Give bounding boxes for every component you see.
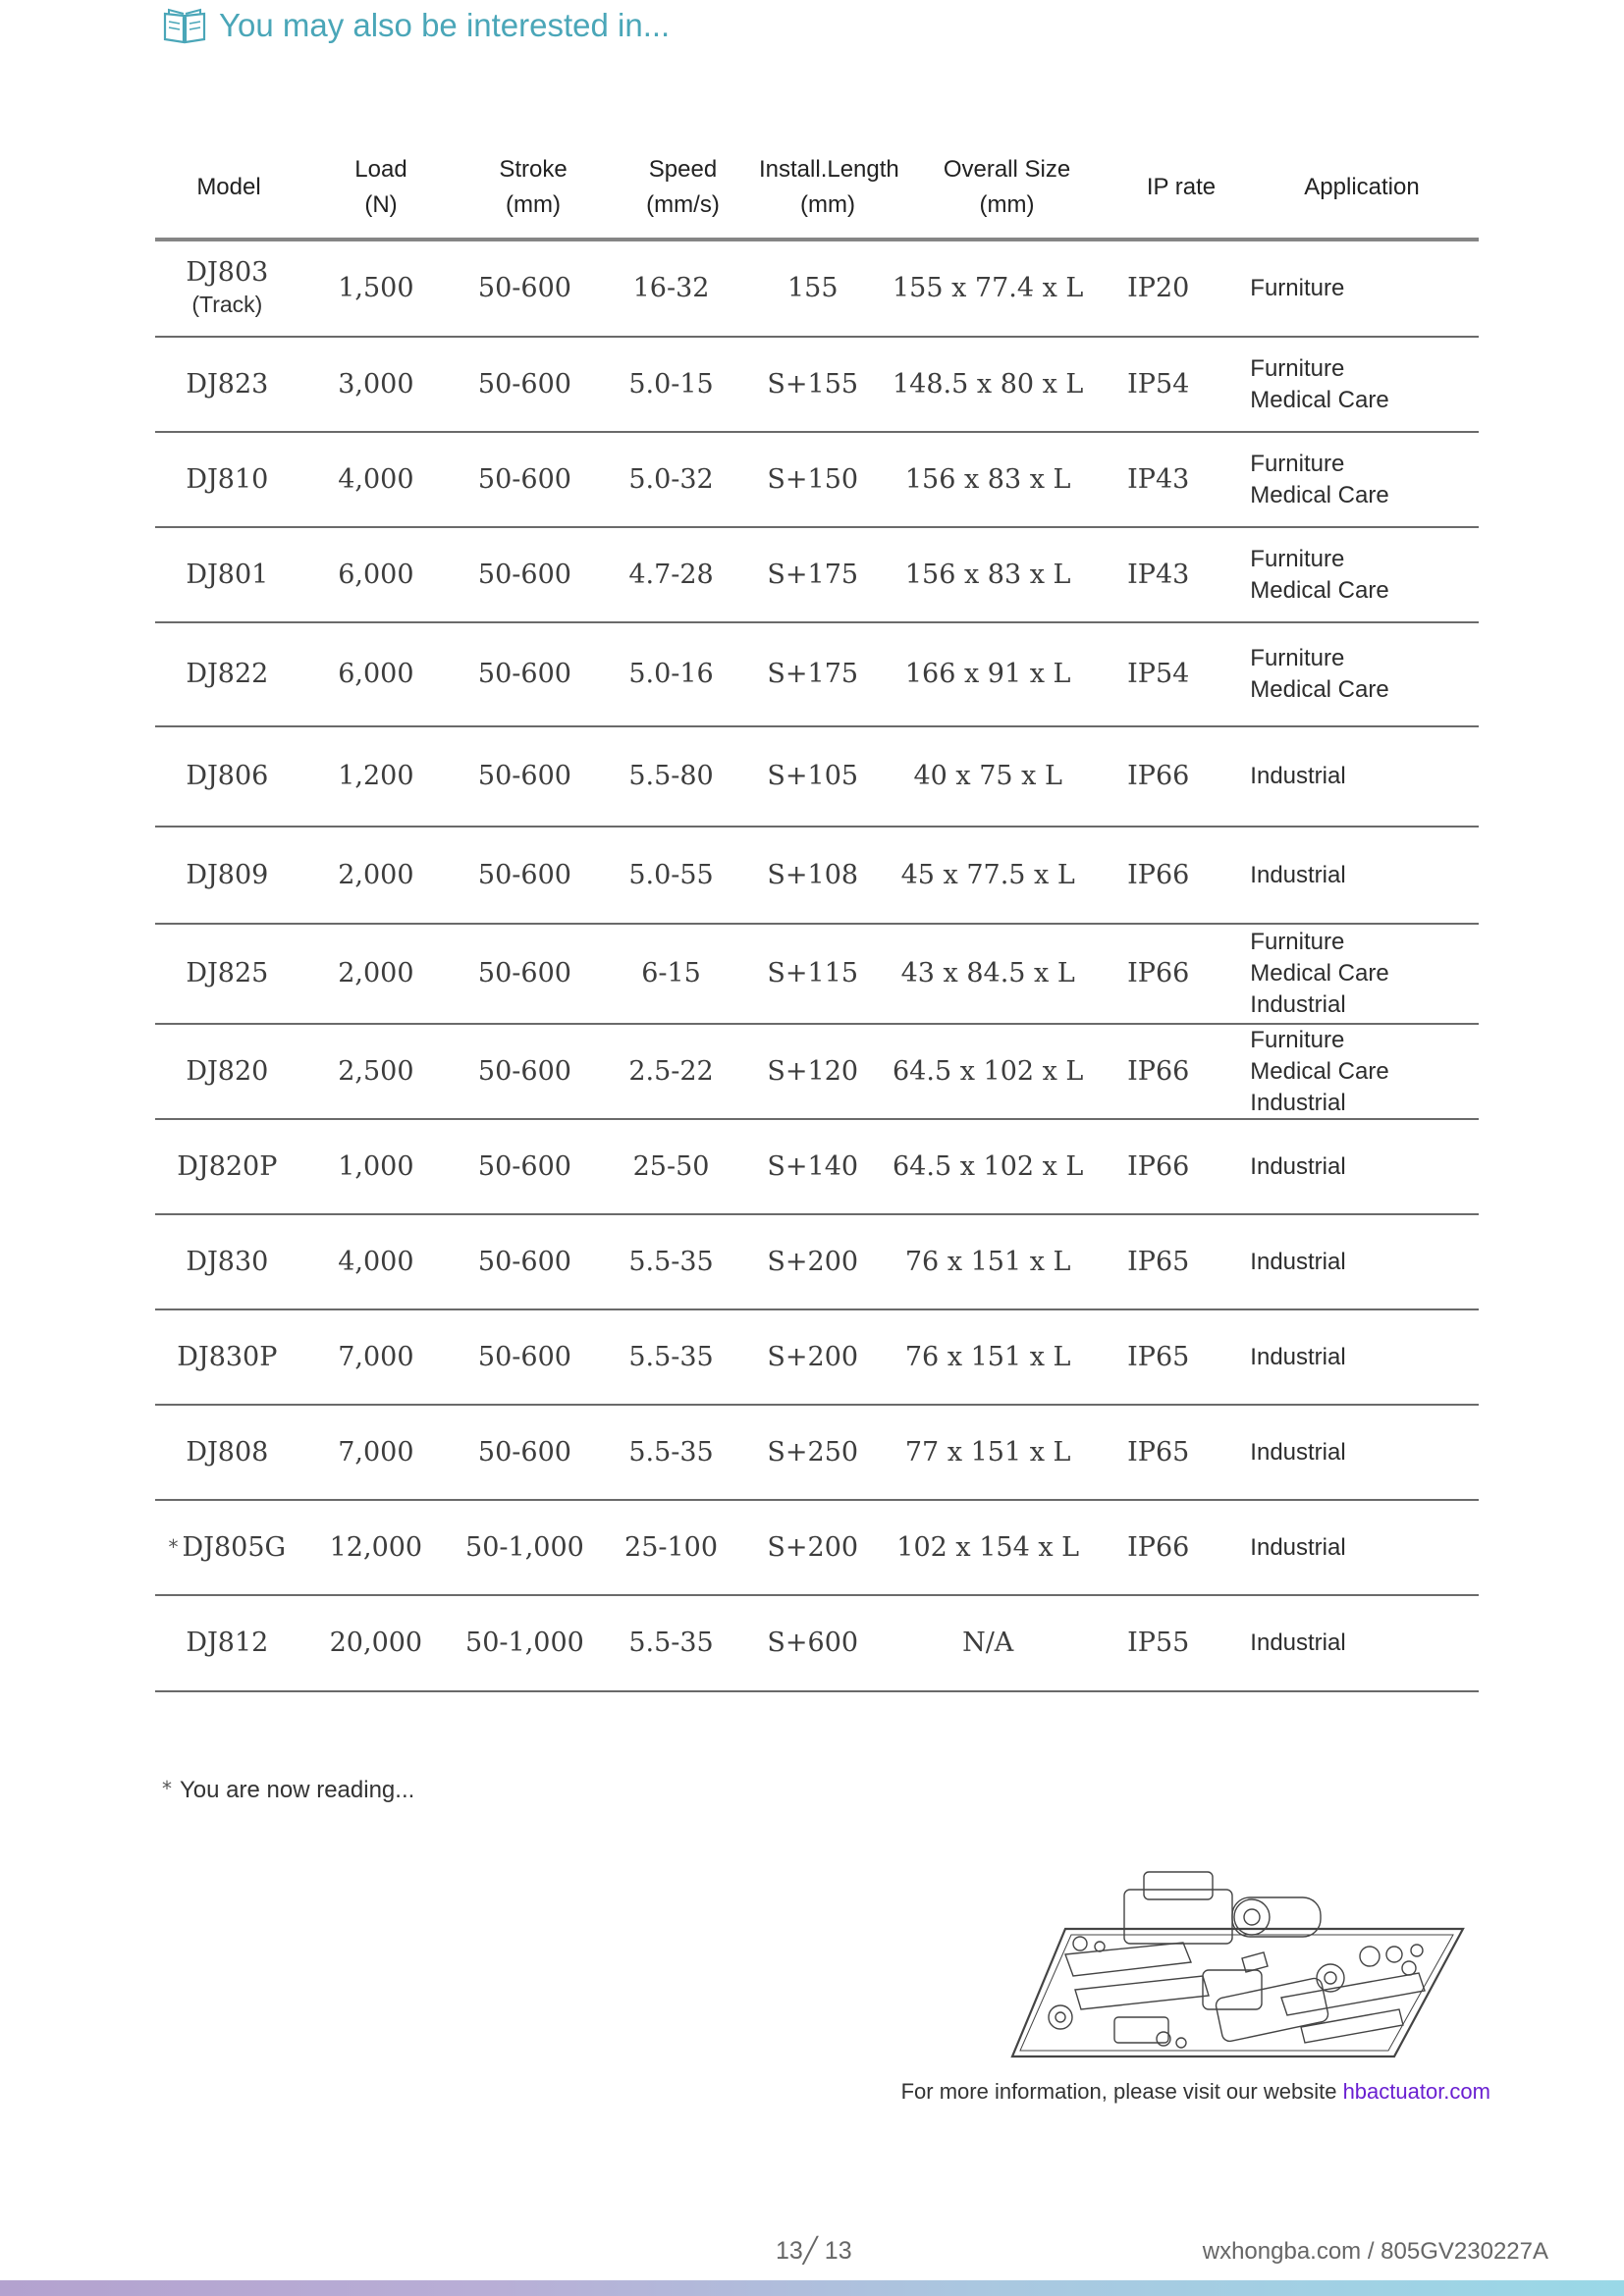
model-name: DJ823 [186, 368, 269, 400]
application-item: Industrial [1250, 1533, 1346, 1561]
cell-load: 2,000 [338, 859, 414, 890]
cell-speed: 6-15 [641, 958, 701, 988]
cell-application [1220, 1532, 1479, 1564]
cell-speed: 2.5-22 [628, 1055, 714, 1087]
model-name: DJ812 [186, 1628, 269, 1658]
current-model-star: * [168, 1535, 179, 1559]
application-item: Medical Care [1250, 576, 1389, 604]
cell-stroke: 50-600 [477, 958, 571, 988]
application-item: Furniture [1250, 1026, 1345, 1053]
header-model: Model [196, 174, 261, 200]
cell-stroke: 50-1,000 [465, 1628, 584, 1658]
cell-load: 7,000 [338, 1341, 414, 1372]
page-number: 13╱ 13 [776, 2237, 852, 2265]
bottom-gradient-bar [0, 2280, 1624, 2296]
application-item: Furniture [1250, 354, 1345, 382]
cell-model [155, 257, 299, 320]
cell-overall-size: 64.5 x 102 x L [893, 1055, 1084, 1087]
cell-ip-rate: IP66 [1127, 1055, 1190, 1087]
cell-overall-size: 45 x 77.5 x L [900, 859, 1075, 890]
cell-overall-size: 156 x 83 x L [904, 559, 1071, 590]
cell-stroke: 50-600 [477, 273, 571, 303]
cell-speed: 5.5-35 [628, 1341, 714, 1372]
cell-overall-size: 166 x 91 x L [904, 659, 1071, 689]
cell-speed: 5.0-32 [628, 463, 714, 495]
cell-ip-rate: IP65 [1127, 1436, 1190, 1468]
cell-install-length: S+140 [767, 1150, 859, 1182]
cell-stroke: 50-600 [477, 659, 571, 689]
cell-ip-rate: IP43 [1127, 463, 1190, 495]
application-item: Industrial [1250, 991, 1346, 1018]
table-row [155, 925, 1479, 1025]
cell-stroke: 50-600 [477, 368, 571, 400]
cell-model [155, 958, 299, 989]
table-row [155, 1310, 1479, 1406]
cell-load: 2,000 [338, 958, 414, 988]
cell-speed: 4.7-28 [628, 559, 714, 590]
cell-install-length: S+155 [767, 368, 859, 400]
model-name: DJ808 [186, 1436, 269, 1468]
cell-stroke: 50-600 [477, 1150, 571, 1182]
table-body [155, 241, 1479, 1692]
cell-application [1220, 643, 1479, 706]
cell-stroke: 50-600 [477, 463, 571, 495]
header-speed: Speed (mm/s) [646, 156, 720, 218]
cell-install-length: S+200 [767, 1531, 859, 1563]
cell-load: 7,000 [338, 1436, 414, 1468]
model-name: DJ801 [186, 559, 269, 590]
model-name: DJ825 [186, 958, 269, 988]
application-item: Industrial [1250, 1089, 1346, 1116]
header-stroke: Stroke (mm) [499, 156, 568, 218]
cell-load: 1,000 [338, 1150, 414, 1182]
cell-ip-rate: IP66 [1127, 1150, 1190, 1182]
cell-load: 6,000 [338, 659, 414, 689]
cell-install-length: S+120 [767, 1055, 859, 1087]
model-name: DJ809 [186, 859, 269, 890]
book-icon [162, 6, 207, 45]
cell-model [155, 1342, 299, 1373]
reading-note [162, 1777, 414, 1804]
cell-model [155, 1247, 299, 1278]
application-item: Furniture [1250, 929, 1345, 955]
cell-install-length: S+200 [767, 1246, 859, 1277]
application-item: Industrial [1250, 1438, 1346, 1466]
product-table [155, 137, 1479, 1692]
reading-note-text: You are now reading... [180, 1777, 415, 1803]
table-row [155, 1025, 1479, 1120]
cell-model [155, 369, 299, 400]
cell-load: 20,000 [329, 1628, 423, 1658]
application-item: Medical Care [1250, 481, 1389, 508]
model-subtitle: (Track) [191, 292, 263, 317]
cell-install-length: S+150 [767, 463, 859, 495]
table-row [155, 1501, 1479, 1596]
table-header [155, 137, 1479, 241]
cell-application [1220, 273, 1479, 304]
cell-load: 4,000 [338, 1246, 414, 1277]
table-row [155, 828, 1479, 925]
model-name: DJ820P [177, 1150, 278, 1182]
cell-model [155, 761, 299, 792]
cell-speed: 5.5-35 [628, 1246, 714, 1277]
cell-overall-size: 155 x 77.4 x L [893, 273, 1084, 303]
table-row [155, 1120, 1479, 1215]
cell-ip-rate: IP65 [1127, 1341, 1190, 1372]
website-info-text: For more information, please visit our website [900, 2079, 1343, 2104]
cell-install-length: S+250 [767, 1436, 859, 1468]
cell-install-length: S+175 [767, 559, 859, 590]
cell-overall-size: 156 x 83 x L [904, 463, 1071, 495]
header-load: Load (N) [354, 156, 407, 218]
cell-install-length: S+115 [767, 958, 859, 988]
model-name: DJ803 [186, 257, 269, 288]
cell-overall-size: 76 x 151 x L [904, 1341, 1071, 1372]
application-item: Industrial [1250, 763, 1346, 789]
application-item: Medical Care [1250, 1057, 1389, 1085]
cell-speed: 25-50 [632, 1150, 710, 1182]
cell-ip-rate: IP20 [1127, 273, 1190, 303]
cell-application [1220, 860, 1479, 891]
header-overall-size: Overall Size (mm) [943, 156, 1071, 218]
table-row [155, 623, 1479, 727]
cell-speed: 25-100 [624, 1531, 719, 1563]
model-name: DJ822 [186, 659, 269, 689]
cell-overall-size: 76 x 151 x L [904, 1246, 1071, 1277]
application-item: Industrial [1250, 1248, 1346, 1275]
cell-stroke: 50-600 [477, 1055, 571, 1087]
cell-model [155, 560, 299, 591]
model-name: DJ810 [186, 463, 269, 495]
model-name: DJ830 [186, 1246, 269, 1277]
cell-overall-size: 43 x 84.5 x L [900, 958, 1075, 988]
cell-load: 1,500 [338, 273, 414, 303]
cell-overall-size: 40 x 75 x L [913, 761, 1062, 791]
cell-stroke: 50-600 [477, 761, 571, 791]
cell-model [155, 464, 299, 496]
cell-load: 6,000 [338, 559, 414, 590]
table-row [155, 1596, 1479, 1692]
cell-model [155, 1151, 299, 1183]
cell-stroke: 50-600 [477, 859, 571, 890]
header-install-length: Install.Length (mm) [759, 156, 899, 218]
cell-ip-rate: IP54 [1127, 659, 1190, 689]
cell-speed: 5.5-35 [628, 1628, 714, 1658]
cell-install-length: S+600 [767, 1628, 859, 1658]
cell-overall-size: 102 x 154 x L [896, 1531, 1080, 1563]
cell-stroke: 50-600 [477, 559, 571, 590]
cell-overall-size: 148.5 x 80 x L [893, 368, 1084, 400]
website-info [901, 2079, 1490, 2105]
cell-speed: 5.0-16 [628, 659, 714, 689]
application-item: Industrial [1250, 1152, 1346, 1180]
model-name: DJ805G [182, 1532, 287, 1563]
model-name: DJ820 [186, 1055, 269, 1087]
cell-install-length: S+108 [767, 859, 859, 890]
document-reference: wxhongba.com / 805GV230227A [1202, 2238, 1548, 2265]
table-row [155, 433, 1479, 528]
application-item: Furniture [1250, 275, 1345, 301]
cell-speed: 5.5-80 [628, 761, 714, 791]
cell-application [1220, 1342, 1479, 1373]
cell-application [1220, 1628, 1479, 1659]
cell-application [1220, 1247, 1479, 1278]
application-item: Medical Care [1250, 386, 1389, 413]
cell-ip-rate: IP66 [1127, 859, 1190, 890]
cell-ip-rate: IP66 [1127, 761, 1190, 791]
cell-install-length: S+200 [767, 1341, 859, 1372]
cell-model [155, 1628, 299, 1659]
cell-speed: 16-32 [632, 273, 710, 303]
cell-overall-size: N/A [962, 1628, 1014, 1658]
application-item: Furniture [1250, 450, 1345, 477]
cell-load: 12,000 [329, 1531, 423, 1563]
cell-model [155, 1056, 299, 1088]
table-row [155, 338, 1479, 433]
cell-load: 1,200 [338, 761, 414, 791]
cell-ip-rate: IP43 [1127, 559, 1190, 590]
table-row [155, 241, 1479, 338]
website-link[interactable]: hbactuator.com [1342, 2079, 1490, 2104]
cell-application [1220, 927, 1479, 1021]
cell-ip-rate: IP65 [1127, 1246, 1190, 1277]
cell-stroke: 50-600 [477, 1341, 571, 1372]
application-item: Medical Care [1250, 960, 1389, 987]
application-item: Furniture [1250, 545, 1345, 572]
application-item: Industrial [1250, 861, 1346, 888]
cell-speed: 5.0-15 [628, 368, 714, 400]
model-name: DJ830P [177, 1341, 278, 1372]
cell-application [1220, 1437, 1479, 1468]
cell-stroke: 50-600 [477, 1246, 571, 1277]
table-row [155, 1215, 1479, 1310]
table-row [155, 1406, 1479, 1501]
cell-application [1220, 353, 1479, 416]
cell-application [1220, 544, 1479, 607]
cell-load: 3,000 [338, 368, 414, 400]
cell-application [1220, 761, 1479, 792]
application-item: Medical Care [1250, 676, 1389, 703]
model-name: DJ806 [186, 761, 269, 791]
cell-application [1220, 1151, 1479, 1183]
cell-application [1220, 449, 1479, 511]
application-item: Industrial [1250, 1343, 1346, 1370]
cell-install-length: S+105 [767, 761, 859, 791]
actuator-products-illustration [1006, 1860, 1468, 2066]
cell-load: 4,000 [338, 463, 414, 495]
header-ip-rate: IP rate [1146, 174, 1217, 200]
cell-stroke: 50-600 [477, 1436, 571, 1468]
cell-load: 2,500 [338, 1055, 414, 1087]
reading-note-star: * [162, 1777, 172, 1800]
cell-install-length: 155 [786, 273, 839, 303]
cell-ip-rate: IP66 [1127, 1531, 1190, 1563]
cell-install-length: S+175 [767, 659, 859, 689]
cell-overall-size: 64.5 x 102 x L [893, 1150, 1084, 1182]
cell-ip-rate: IP66 [1127, 958, 1190, 988]
cell-stroke: 50-1,000 [465, 1531, 584, 1563]
table-row [155, 727, 1479, 828]
application-item: Industrial [1250, 1629, 1346, 1656]
header-application: Application [1304, 174, 1420, 200]
cell-model [155, 1437, 299, 1468]
cell-application [1220, 1025, 1479, 1119]
section-heading [162, 6, 670, 45]
cell-ip-rate: IP54 [1127, 368, 1190, 400]
table-row [155, 528, 1479, 623]
application-item: Furniture [1250, 645, 1345, 671]
cell-speed: 5.5-35 [628, 1436, 714, 1468]
cell-model [155, 1531, 299, 1564]
section-title: You may also be interested in... [219, 7, 671, 43]
cell-ip-rate: IP55 [1127, 1628, 1190, 1658]
cell-model [155, 659, 299, 690]
cell-model [155, 860, 299, 891]
cell-speed: 5.0-55 [628, 859, 714, 890]
cell-overall-size: 77 x 151 x L [904, 1436, 1071, 1468]
